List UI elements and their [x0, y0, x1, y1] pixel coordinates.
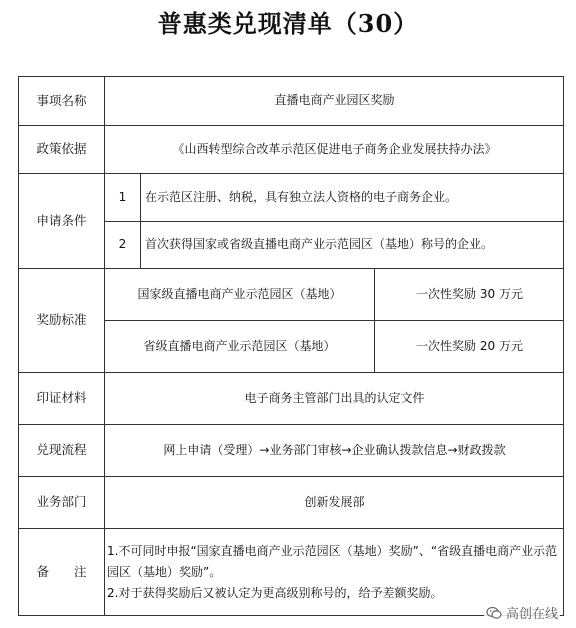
condition-number: 2: [105, 222, 141, 269]
notes-label: 备 注: [19, 529, 105, 615]
reward-amount: 一次性奖励 20 万元: [375, 321, 564, 373]
process-label: 兑现流程: [19, 425, 105, 477]
condition-text: 在示范区注册、纳税，具有独立法人资格的电子商务企业。: [141, 174, 564, 222]
page-title: 普惠类兑现清单（30）: [157, 9, 419, 38]
item-name-label: 事项名称: [19, 77, 105, 126]
reward-amount: 一次性奖励 30 万元: [375, 269, 564, 321]
condition-text: 首次获得国家或省级直播电商产业示范园区（基地）称号的企业。: [141, 222, 564, 269]
reward-level: 国家级直播电商产业示范园区（基地）: [105, 269, 375, 321]
policy-basis-label: 政策依据: [19, 126, 105, 174]
policy-table: [18, 76, 564, 616]
materials-value: 电子商务主管部门出具的认定文件: [105, 373, 564, 425]
department-label: 业务部门: [19, 477, 105, 529]
reward-standard-label: 奖励标准: [19, 269, 105, 373]
item-name-value: 直播电商产业园区奖励: [105, 77, 564, 126]
note-line: 1.不可同时申报“国家直播电商产业示范园区（基地）奖励”、“省级直播电商产业示范园区（基地）奖励”。: [107, 544, 558, 579]
materials-label: 印证材料: [19, 373, 105, 425]
watermark-text: 高创在线: [505, 607, 558, 622]
conditions-label: 申请条件: [19, 174, 105, 269]
department-value: 创新发展部: [105, 477, 564, 529]
note-line: 2.对于获得奖励后又被认定为更高级别称号的，给予差额奖励。: [107, 586, 443, 600]
reward-level: 省级直播电商产业示范园区（基地）: [105, 321, 375, 373]
process-value: 网上申请（受理）→业务部门审核→企业确认拨款信息→财政拨款: [105, 425, 564, 477]
watermark: [484, 603, 560, 622]
condition-number: 1: [105, 174, 141, 222]
wechat-icon: [486, 605, 502, 621]
policy-basis-value: 《山西转型综合改革示范区促进电子商务企业发展扶持办法》: [105, 126, 564, 174]
